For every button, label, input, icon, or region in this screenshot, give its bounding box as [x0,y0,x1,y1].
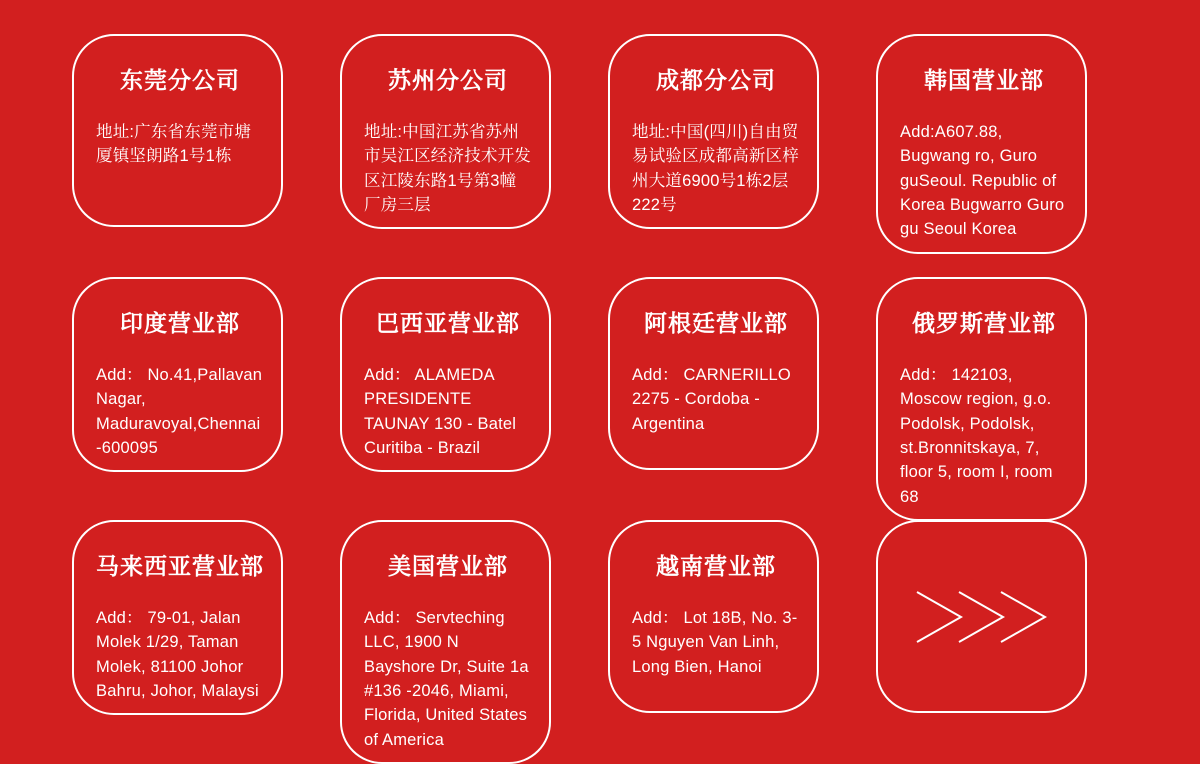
branch-address: Add： ALAMEDA PRESIDENTE TAUNAY 130 - Batel Curitiba - Brazil [364,365,517,457]
branch-title: 越南营业部 [656,553,776,579]
branch-address: Add:A607.88, Bugwang ro, Guro guSeoul. Republic of Korea Bugwarro Guro gu Seoul Korea [900,122,1065,239]
branch-title: 苏州分公司 [388,67,508,93]
branch-card-usa [340,520,551,764]
branch-card-india [72,277,283,472]
branch-address: 地址:广东省东莞市塘厦镇坚朗路1号1栋 [96,122,252,166]
branch-card-malaysia [72,520,283,715]
branch-card-russia [876,277,1087,521]
branch-card-chengdu [608,34,819,229]
branch-title: 东莞分公司 [120,67,240,93]
branch-card-korea [876,34,1087,254]
triple-chevron-right-icon [915,588,1049,646]
branch-address: Add： 142103, Moscow region, g.o. Podolsk, Podolsk, st.Bronnitskaya, 7, floor 5, room I, room 68 [900,365,1053,506]
branch-card-brazil [340,277,551,472]
branch-card-suzhou [340,34,551,229]
branch-title: 阿根廷营业部 [644,310,788,336]
branch-address: Add： No.41,Pallavan Nagar, Maduravoyal,Chennai-600095 [96,365,263,457]
branch-title: 马来西亚营业部 [96,553,264,579]
branch-title: 印度营业部 [120,310,240,336]
branch-title: 巴西亚营业部 [376,310,520,336]
branch-card-grid [72,34,1087,749]
more-branches-card[interactable] [876,520,1087,713]
branch-title: 韩国营业部 [924,67,1044,93]
branch-address: Add： Lot 18B, No. 3-5 Nguyen Van Linh, Long Bien, Hanoi [632,608,798,676]
branch-title: 俄罗斯营业部 [912,310,1056,336]
branch-address: 地址:中国江苏省苏州市吴江区经济技术开发区江陵东路1号第3幢厂房三层 [364,122,531,214]
branch-address: Add： CARNERILLO 2275 - Cordoba - Argentina [632,365,791,433]
branch-card-argentina [608,277,819,470]
branch-card-dongguan [72,34,283,227]
branch-card-vietnam [608,520,819,713]
branch-address: Add： 79-01, Jalan Molek 1/29, Taman Molek, 81100 Johor Bahru, Johor, Malaysi [96,608,259,700]
branch-address: Add： Servteching LLC, 1900 N Bayshore Dr, Suite 1a #136 -2046, Miami, Florida, United States of America [364,608,529,749]
branch-title: 成都分公司 [656,67,776,93]
branch-title: 美国营业部 [388,553,508,579]
branch-address: 地址:中国(四川)自由贸易试验区成都高新区梓州大道6900号1栋2层222号 [632,122,799,214]
